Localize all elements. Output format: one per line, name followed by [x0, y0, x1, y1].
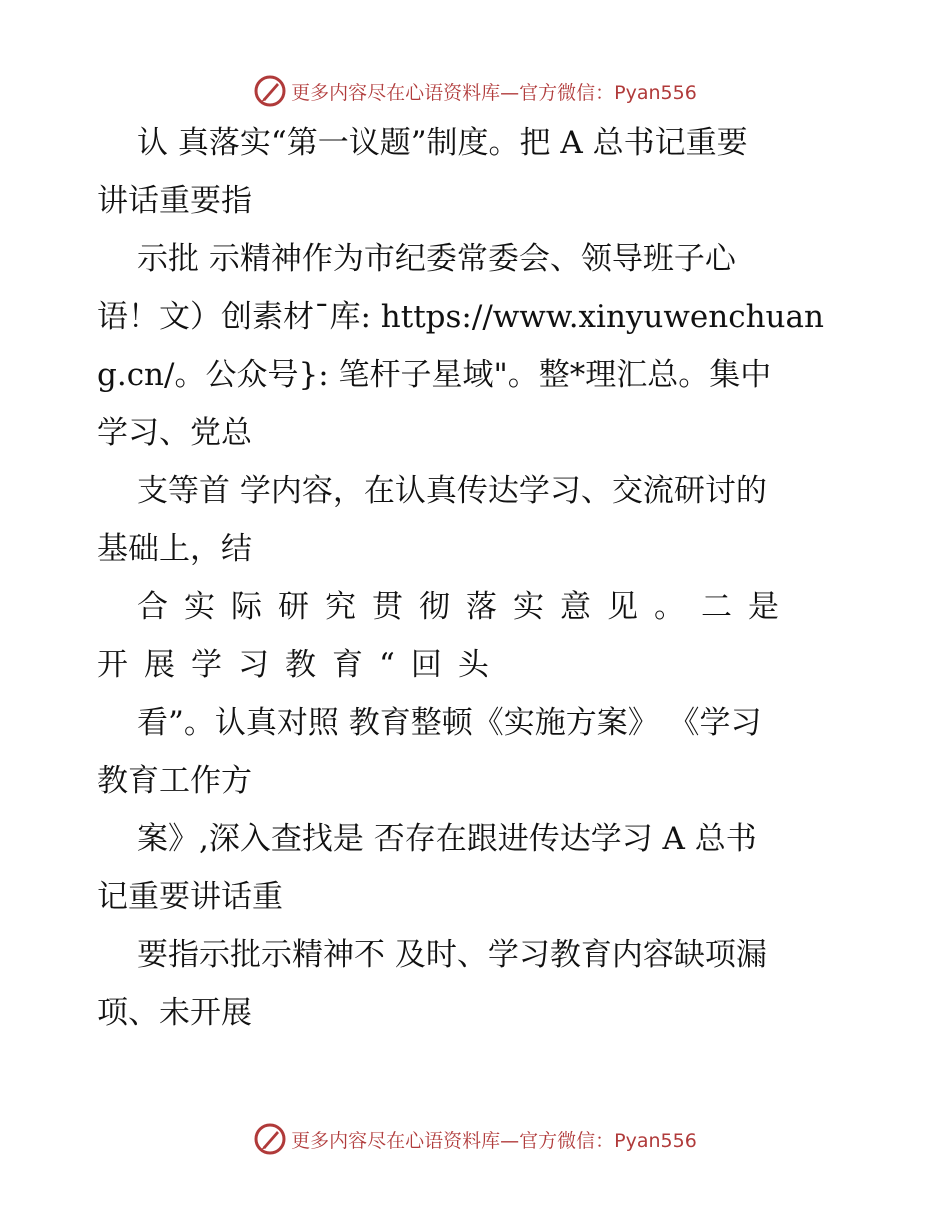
document-line: 讲话重要指: [97, 183, 252, 219]
document-line: 学习、党总: [97, 415, 252, 451]
document-line: g.cn/。公众号}: 笔杆子星域"。整*理汇总。集中: [97, 357, 772, 393]
quill-pen-logo-icon: [253, 1122, 287, 1156]
document-line: 要指示批示精神不 及时、学习教育内容缺项漏: [137, 937, 767, 973]
header-banner: [0, 71, 950, 111]
quill-pen-logo-icon: [253, 74, 287, 108]
document-line: 看”。认真对照 教育整顿《实施方案》 《学习: [137, 705, 762, 741]
document-line: 语！文）创素材¯库: https://www.xinyuwenchuan: [97, 299, 824, 335]
footer-banner: [0, 1119, 950, 1159]
document-line: 认 真落实“第一议题”制度。把 A 总书记重要: [137, 125, 748, 161]
document-line: 项、未开展: [97, 995, 252, 1031]
header-banner-text: 更多内容尽在心语资料库—官方微信：Pyan556: [291, 81, 697, 104]
document-line: 合实际研究贯彻落实意见。二是: [137, 589, 795, 625]
document-line: 记重要讲话重: [97, 879, 283, 915]
document-body: [97, 114, 857, 1042]
document-line: 基础上，结: [97, 531, 252, 567]
document-line: 案》,深入查找是 否存在跟进传达学习 A 总书: [137, 821, 757, 857]
document-line: 示批 示精神作为市纪委常委会、领导班子心: [137, 241, 736, 277]
document-line: 教育工作方: [97, 763, 252, 799]
document-line: 开展学习教育“回头: [97, 647, 505, 683]
document-line: 支等首 学内容，在认真传达学习、交流研讨的: [137, 473, 767, 509]
footer-banner-text: 更多内容尽在心语资料库—官方微信：Pyan556: [291, 1129, 697, 1152]
